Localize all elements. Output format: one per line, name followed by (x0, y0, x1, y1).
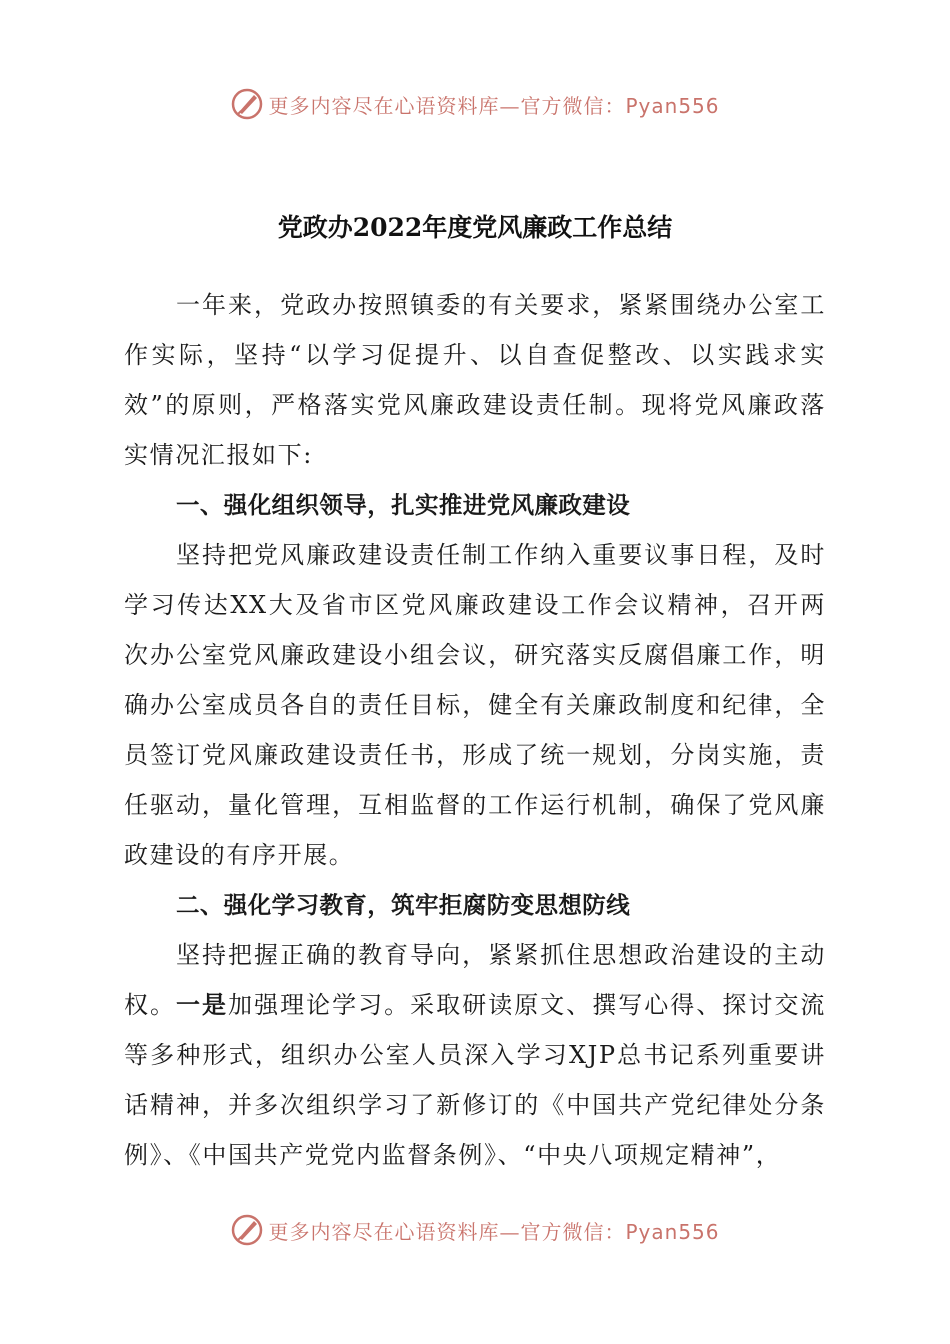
watermark-banner-bottom (0, 1210, 950, 1250)
section-2-paragraph (124, 930, 826, 1180)
section-2-rest: 加强理论学习。采取研读原文、撰写心得、探讨交流等多种形式，组织办公室人员深入学习XJP总书记系列重要讲话精神，并多次组织学习了新修订的《中国共产党纪律处分条例》、《中国共产党党内监督条例》、“中央八项规定精神”， (124, 991, 826, 1169)
wechat-id: Pyan556 (625, 1219, 720, 1244)
section-2-emphasis: 一是 (176, 991, 229, 1019)
section-2-lead: 坚持把握正确的教育导向，紧紧抓住思想政治建设的主动权。 (124, 941, 826, 1019)
section-2-heading: 二、强化学习教育，筑牢拒腐防变思想防线 (176, 891, 631, 919)
section-1-heading: 一、强化组织领导，扎实推进党风廉政建设 (176, 491, 631, 519)
watermark-text: 更多内容尽在心语资料库—官方微信：Pyan556 (268, 93, 720, 118)
quill-logo-icon (230, 87, 264, 121)
intro-paragraph: 一年来，党政办按照镇委的有关要求，紧紧围绕办公室工作实际，坚持“以学习促提升、以自查促整改、以实践求实效”的原则，严格落实党风廉政建设责任制。现将党风廉政落实情况汇报如下: (124, 291, 826, 469)
watermark-text: 更多内容尽在心语资料库—官方微信：Pyan556 (268, 1219, 720, 1244)
document-title: 党政办2022年度党风廉政工作总结 (277, 213, 673, 242)
section-1-paragraph: 坚持把党风廉政建设责任制工作纳入重要议事日程，及时学习传达XX大及省市区党风廉政建设工作会议精神，召开两次办公室党风廉政建设小组会议，研究落实反腐倡廉工作，明确办公室成员各自的责任目标，健全有关廉政制度和纪律，全员签订党风廉政建设责任书，形成了统一规划，分岗实施，责任驱动，量化管理，互相监督的工作运行机制，确保了党风廉政建设的有序开展。 (124, 541, 826, 869)
watermark-banner-top (0, 84, 950, 124)
quill-logo-icon (230, 1213, 264, 1247)
wechat-id: Pyan556 (625, 93, 720, 118)
document-body (124, 280, 826, 1180)
